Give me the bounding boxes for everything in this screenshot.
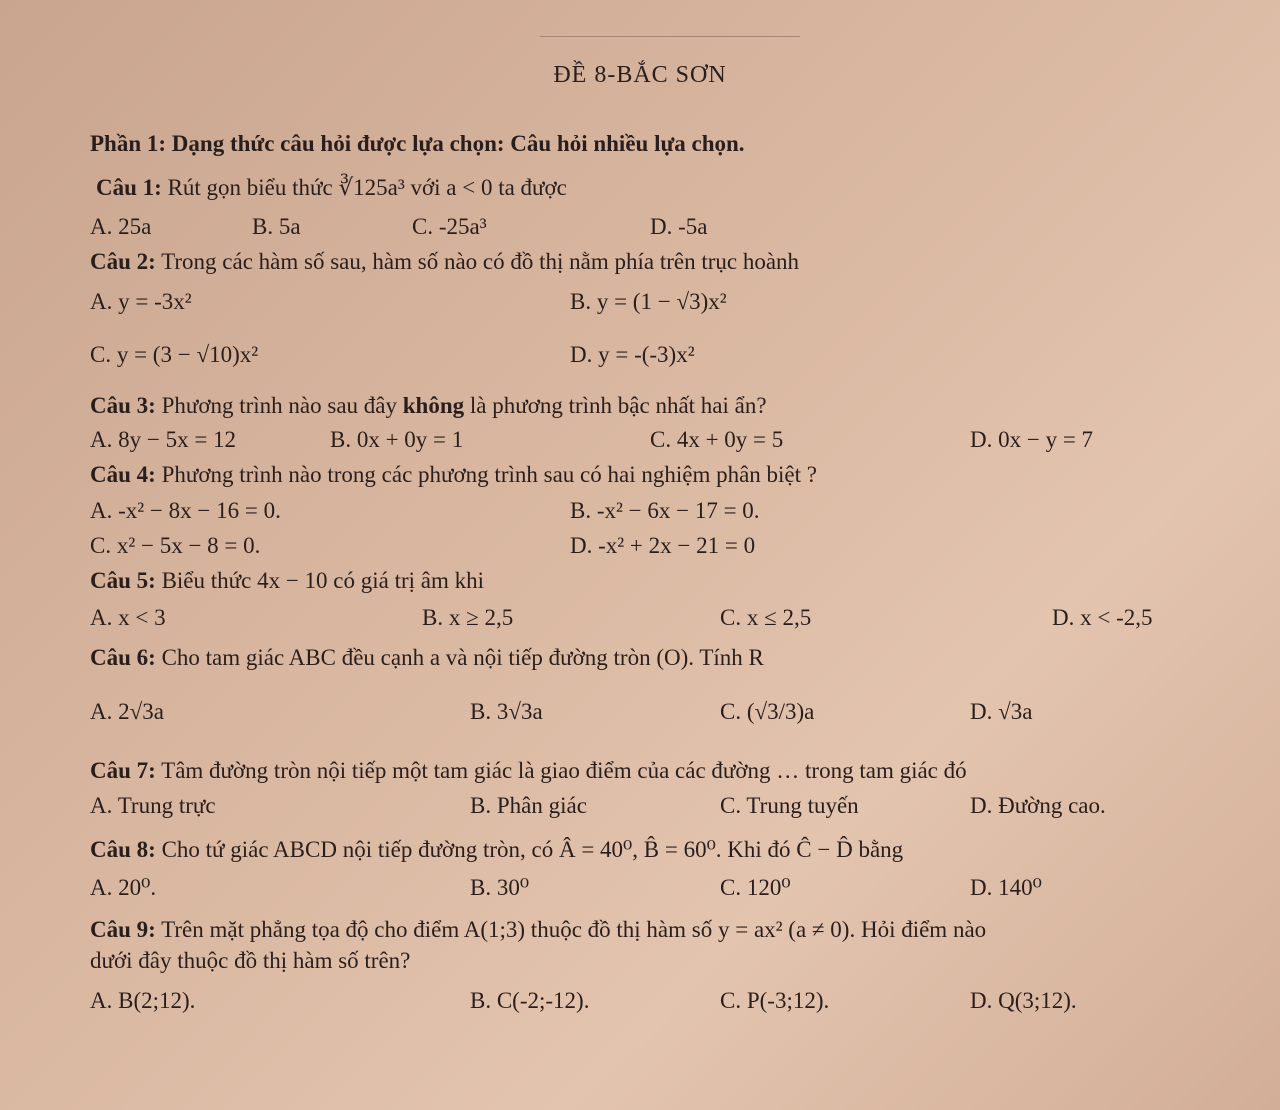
- question-text-emphasis: không: [402, 393, 465, 418]
- q9-option-a: A. B(2;12).: [90, 988, 196, 1013]
- q7-option-a: A. Trung trực: [90, 793, 216, 818]
- question-label: Câu 6:: [90, 645, 156, 670]
- q6-option-a: A. 2√3a: [90, 699, 164, 724]
- section-heading: Phần 1: Dạng thức câu hỏi được lựa chọn: Câu hỏi nhiều lựa chọn.: [90, 131, 745, 156]
- question-label: Câu 8:: [90, 837, 156, 862]
- q3-option-b: B. 0x + 0y = 1: [330, 427, 464, 452]
- q2-option-d: D. y = -(-3)x²: [570, 342, 695, 367]
- q7-option-c: C. Trung tuyến: [720, 793, 859, 818]
- q6-option-c: C. (√3/3)a: [720, 699, 815, 724]
- question-1: [96, 173, 567, 203]
- q5-option-b: B. x ≥ 2,5: [422, 605, 514, 630]
- question-6: [90, 643, 764, 673]
- q3-option-a: A. 8y − 5x = 12: [90, 427, 237, 452]
- question-text-pre: Phương trình nào sau đây: [161, 393, 403, 418]
- q3-option-d: D. 0x − y = 7: [970, 427, 1094, 452]
- question-label: Câu 2:: [90, 249, 156, 274]
- q1-option-a: A. 25a: [90, 214, 152, 239]
- q1-option-d: D. -5a: [650, 214, 708, 239]
- question-3: [90, 391, 767, 421]
- q1-option-b: B. 5a: [252, 214, 301, 239]
- question-text: Trên mặt phẳng tọa độ cho điểm A(1;3) thuộc đồ thị hàm số y = ax² (a ≠ 0). Hỏi điểm nào: [161, 917, 987, 942]
- question-label: Câu 7:: [90, 758, 156, 783]
- question-5: [90, 566, 484, 596]
- q5-option-a: A. x < 3: [90, 605, 166, 630]
- question-label: Câu 4:: [90, 462, 156, 487]
- q2-option-b: B. y = (1 − √3)x²: [570, 289, 727, 314]
- question-label: Câu 1:: [96, 175, 162, 200]
- q4-option-c: C. x² − 5x − 8 = 0.: [90, 533, 261, 558]
- question-2: [90, 247, 799, 277]
- q8-option-a: A. 20⁰.: [90, 875, 157, 900]
- q5-option-d: D. x < -2,5: [1052, 605, 1153, 630]
- q9-option-d: D. Q(3;12).: [970, 988, 1077, 1013]
- q7-option-d: D. Đường cao.: [970, 793, 1106, 818]
- q8-option-c: C. 120⁰: [720, 875, 791, 900]
- q2-option-a: A. y = -3x²: [90, 289, 192, 314]
- q5-option-c: C. x ≤ 2,5: [720, 605, 812, 630]
- q7-option-b: B. Phân giác: [470, 793, 587, 818]
- q6-option-b: B. 3√3a: [470, 699, 543, 724]
- question-label: Câu 3:: [90, 393, 156, 418]
- exam-title: ĐỀ 8-BẮC SƠN: [553, 62, 727, 88]
- question-9: [90, 915, 986, 945]
- question-text: Cho tam giác ABC đều cạnh a và nội tiếp đường tròn (O). Tính R: [161, 645, 764, 670]
- q8-option-d: D. 140⁰: [970, 875, 1042, 900]
- q4-option-d: D. -x² + 2x − 21 = 0: [570, 533, 756, 558]
- question-text-post: là phương trình bậc nhất hai ẩn?: [464, 393, 767, 418]
- question-text: Trong các hàm số sau, hàm số nào có đồ thị nằm phía trên trục hoành: [161, 249, 800, 274]
- question-text: Rút gọn biểu thức ∛125a³ với a < 0 ta được: [167, 175, 567, 200]
- q6-option-d: D. √3a: [970, 699, 1033, 724]
- q4-option-a: A. -x² − 8x − 16 = 0.: [90, 498, 281, 523]
- question-text: Cho tứ giác ABCD nội tiếp đường tròn, có Â = 40⁰, B̂ = 60⁰. Khi đó Ĉ − D̂ bằng: [161, 837, 904, 862]
- q3-option-c: C. 4x + 0y = 5: [650, 427, 784, 452]
- question-label: Câu 9:: [90, 917, 156, 942]
- question-text: Phương trình nào trong các phương trình sau có hai nghiệm phân biệt ?: [161, 462, 817, 487]
- q4-option-b: B. -x² − 6x − 17 = 0.: [570, 498, 760, 523]
- question-9-continued: dưới đây thuộc đồ thị hàm số trên?: [90, 948, 411, 973]
- question-4: [90, 460, 817, 490]
- q2-option-c: C. y = (3 − √10)x²: [90, 342, 259, 367]
- question-8: [90, 835, 903, 865]
- q9-option-b: B. C(-2;-12).: [470, 988, 590, 1013]
- q9-option-c: C. P(-3;12).: [720, 988, 830, 1013]
- q8-option-b: B. 30⁰: [470, 875, 530, 900]
- question-text: Tâm đường tròn nội tiếp một tam giác là giao điểm của các đường … trong tam giác đó: [161, 758, 967, 783]
- question-7: [90, 756, 967, 786]
- question-text: Biểu thức 4x − 10 có giá trị âm khi: [161, 568, 485, 593]
- question-label: Câu 5:: [90, 568, 156, 593]
- q1-option-c: C. -25a³: [412, 214, 487, 239]
- header-rule: [540, 36, 800, 37]
